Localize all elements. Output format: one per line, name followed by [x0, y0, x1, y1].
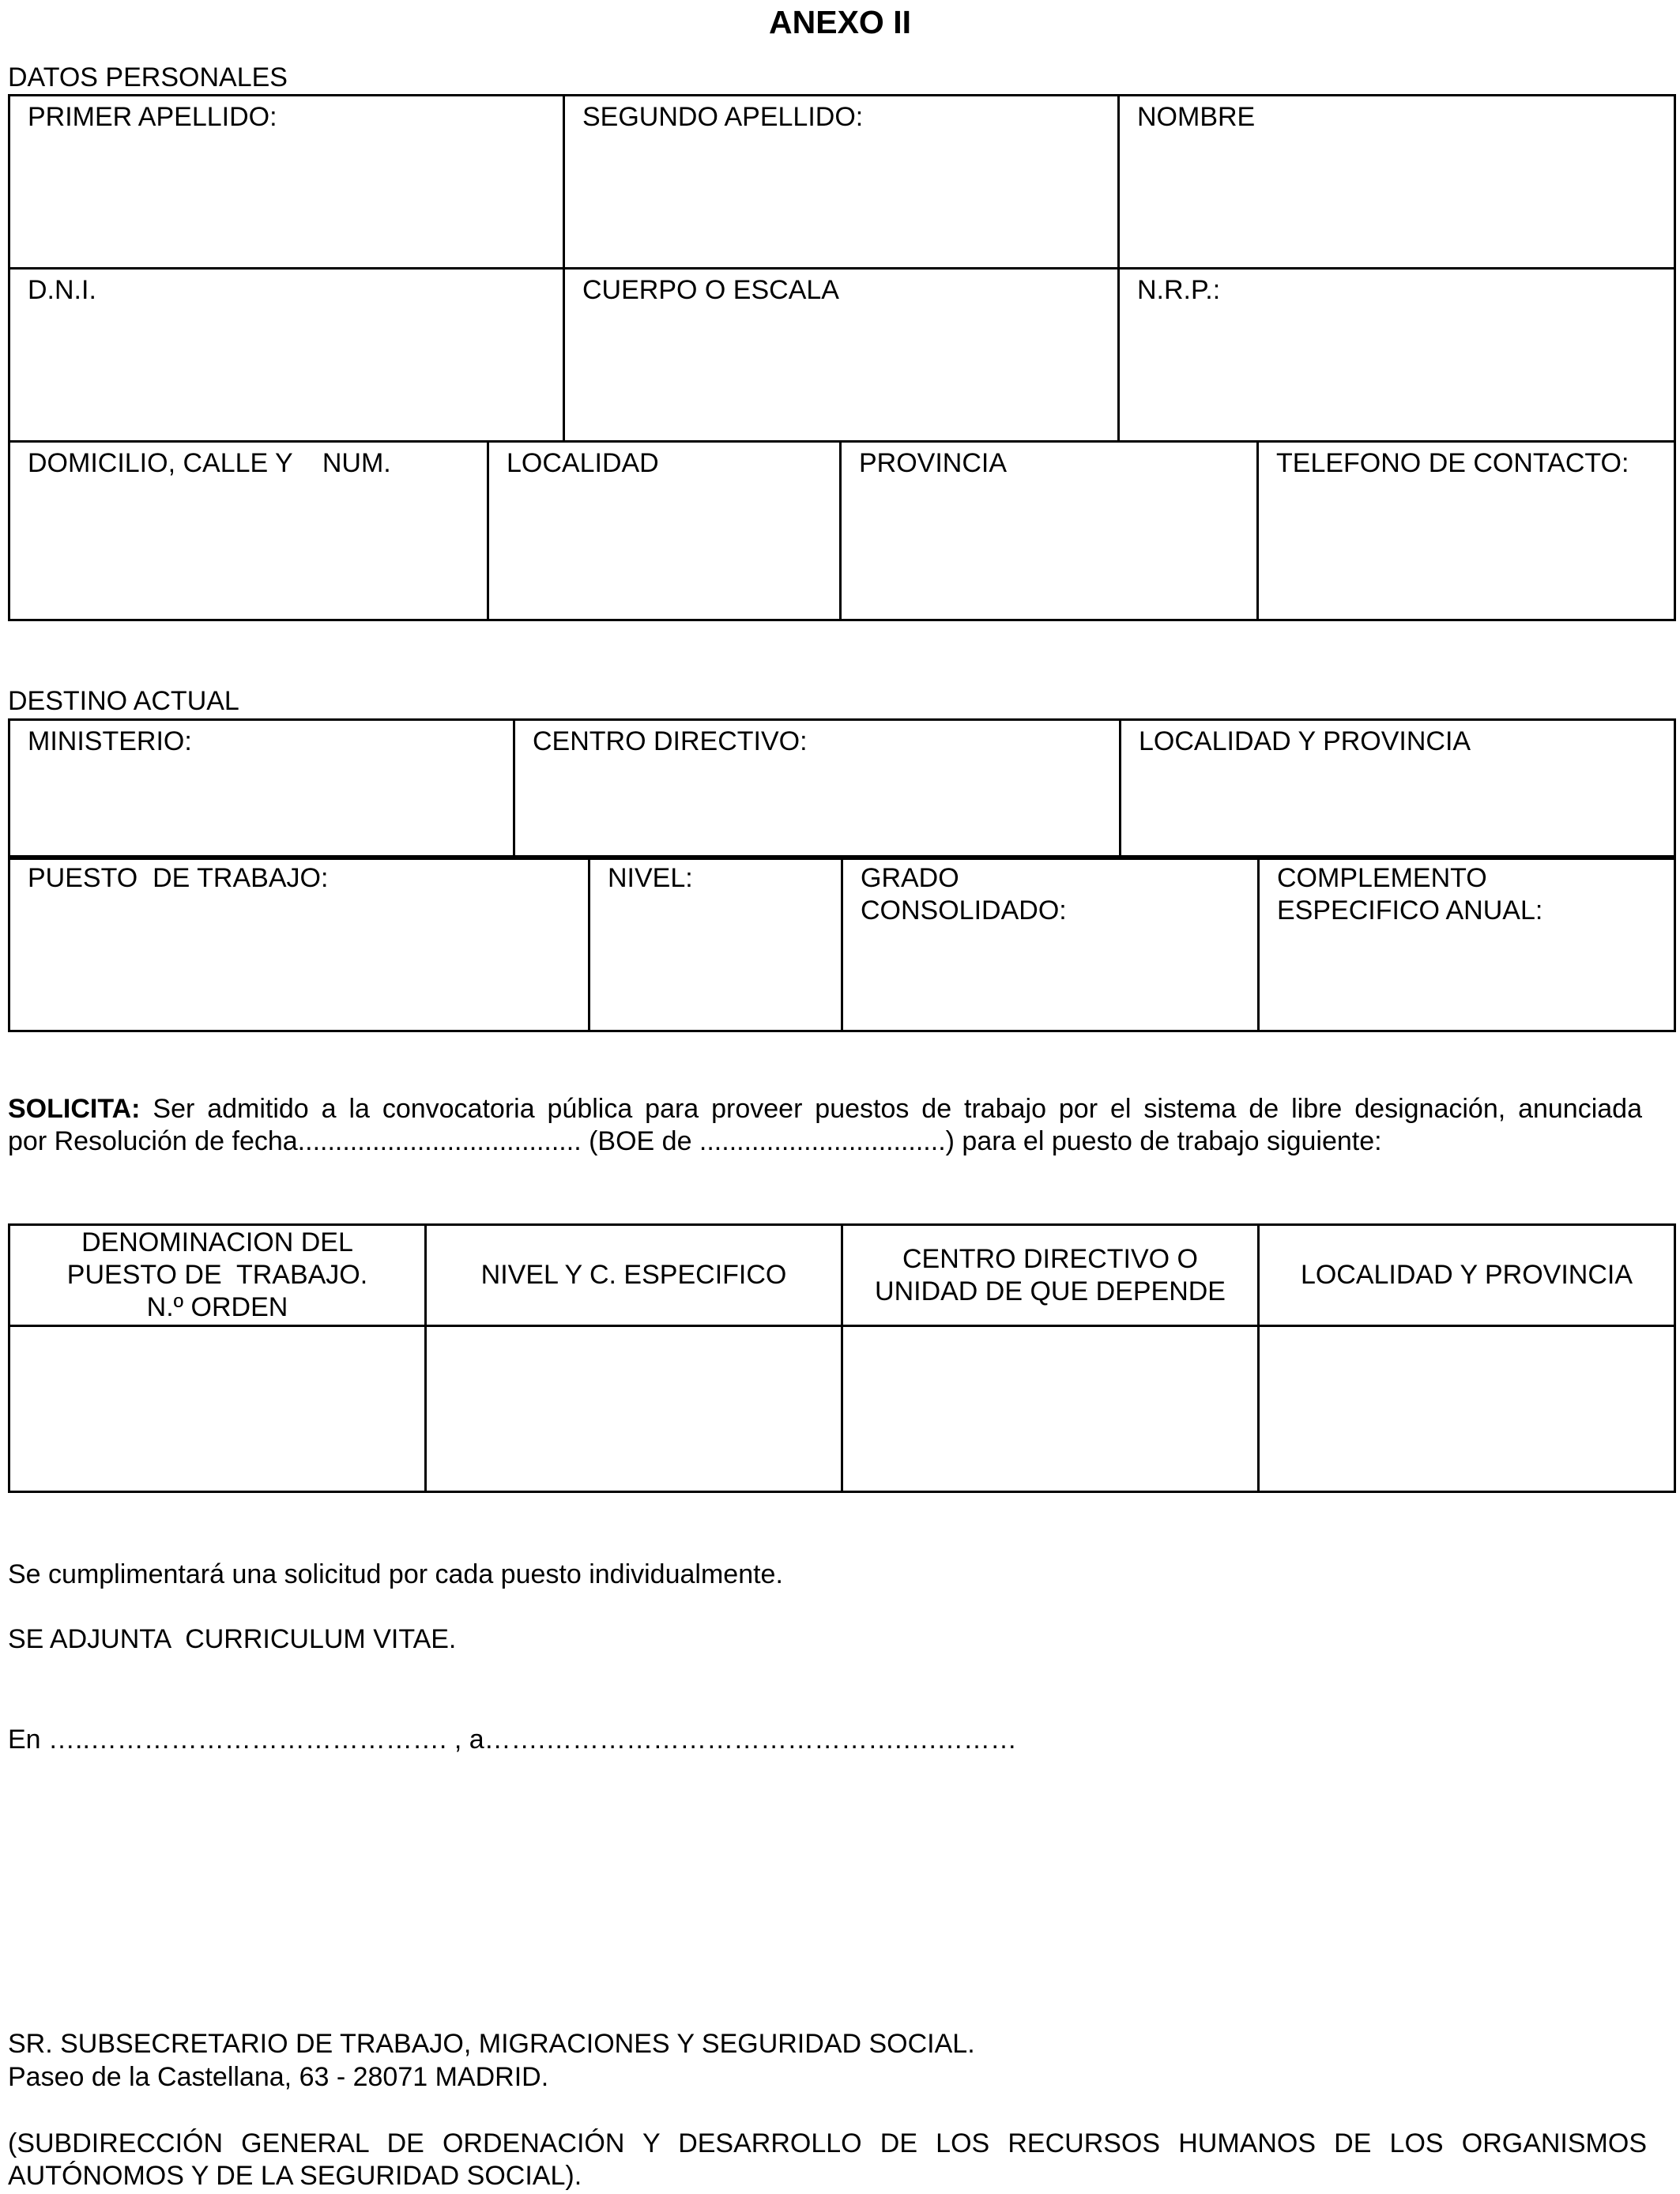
- destino-table-row1: [8, 718, 1676, 860]
- solicita-keyword: SOLICITA:: [8, 1094, 141, 1124]
- header-localidad-provincia-label: LOCALIDAD Y PROVINCIA: [1300, 1260, 1633, 1291]
- section-label-personal: DATOS PERSONALES: [8, 62, 288, 92]
- label-complemento-line1: COMPLEMENTO: [1277, 863, 1487, 893]
- header-denominacion-line2: PUESTO DE TRABAJO.: [66, 1260, 368, 1291]
- header-denominacion-line1: DENOMINACION DEL: [81, 1227, 353, 1258]
- label-provincia: PROVINCIA: [859, 448, 1008, 478]
- label-grado-line2: CONSOLIDADO:: [861, 895, 1067, 925]
- cell-localidad-provincia[interactable]: [1259, 1326, 1675, 1492]
- place-date-line[interactable]: En …..…………………………………. , a…….………………………………….….………: [8, 1725, 1017, 1755]
- field-nivel[interactable]: [590, 857, 842, 1031]
- label-nrp: N.R.P.:: [1137, 275, 1221, 305]
- header-localidad-provincia: [1259, 1225, 1675, 1326]
- personal-table-row3: [8, 440, 1676, 621]
- label-localidad: LOCALIDAD: [507, 448, 659, 478]
- field-domicilio[interactable]: [9, 442, 488, 620]
- cell-nivel-especifico[interactable]: [426, 1326, 842, 1492]
- field-cuerpo[interactable]: [564, 269, 1119, 442]
- header-nivel-especifico: [426, 1225, 842, 1326]
- header-centro-directivo: [842, 1225, 1259, 1326]
- label-segundo-apellido: SEGUNDO APELLIDO:: [582, 102, 864, 132]
- field-nrp[interactable]: [1119, 269, 1675, 442]
- label-cuerpo: CUERPO O ESCALA: [582, 275, 839, 305]
- label-centro-directivo: CENTRO DIRECTIVO:: [533, 726, 808, 756]
- solicita-text-line2: por Resolución de fecha...................................... (BOE de .................................) para el puesto de trabajo siguiente:: [8, 1126, 1382, 1156]
- destino-table-row2: [8, 855, 1676, 1032]
- header-denominacion-line3: N.º ORDEN: [146, 1291, 288, 1322]
- header-denominacion: [9, 1225, 426, 1326]
- note-solicitud: Se cumplimentará una solicitud por cada puesto individualmente.: [8, 1559, 783, 1589]
- solicita-line1: [8, 1093, 1642, 1125]
- field-localidad-provincia[interactable]: [1121, 720, 1675, 859]
- field-dni[interactable]: [9, 269, 564, 442]
- label-nombre: NOMBRE: [1137, 102, 1256, 132]
- field-centro-directivo[interactable]: [514, 720, 1121, 859]
- puesto-table-header: [9, 1225, 1675, 1326]
- label-telefono: TELEFONO DE CONTACTO:: [1276, 448, 1629, 478]
- header-nivel-especifico-label: NIVEL Y C. ESPECIFICO: [480, 1260, 787, 1291]
- label-primer-apellido: PRIMER APELLIDO:: [28, 102, 277, 132]
- label-grado-line1: GRADO: [861, 863, 959, 893]
- field-nombre[interactable]: [1119, 96, 1675, 269]
- field-ministerio[interactable]: [9, 720, 514, 859]
- personal-table-row12: [8, 94, 1676, 443]
- puesto-table: [8, 1223, 1676, 1493]
- table-row: [9, 1326, 1675, 1492]
- label-ministerio: MINISTERIO:: [28, 726, 192, 756]
- label-localidad-provincia: LOCALIDAD Y PROVINCIA: [1139, 726, 1471, 756]
- label-complemento-line2: ESPECIFICO ANUAL:: [1277, 895, 1543, 925]
- field-provincia[interactable]: [841, 442, 1258, 620]
- subdireccion-line2: AUTÓNOMOS Y DE LA SEGURIDAD SOCIAL).: [8, 2161, 582, 2191]
- page-title: ANEXO II: [769, 4, 911, 40]
- label-domicilio: DOMICILIO, CALLE Y NUM.: [28, 448, 391, 478]
- cell-denominacion[interactable]: [9, 1326, 426, 1492]
- label-puesto-trabajo: PUESTO DE TRABAJO:: [28, 863, 329, 893]
- field-telefono[interactable]: [1258, 442, 1675, 620]
- field-complemento-especifico[interactable]: [1259, 857, 1675, 1031]
- cell-centro-directivo[interactable]: [842, 1326, 1259, 1492]
- field-localidad[interactable]: [488, 442, 841, 620]
- field-segundo-apellido[interactable]: [564, 96, 1119, 269]
- subdireccion-line1: (SUBDIRECCIÓN GENERAL DE ORDENACIÓN Y DESARROLLO DE LOS RECURSOS HUMANOS DE LOS ORGANISMOS: [8, 2128, 1647, 2158]
- field-grado-consolidado[interactable]: [842, 857, 1259, 1031]
- addressee: SR. SUBSECRETARIO DE TRABAJO, MIGRACIONES Y SEGURIDAD SOCIAL.: [8, 2029, 975, 2059]
- section-label-destino: DESTINO ACTUAL: [8, 686, 239, 716]
- solicita-text-line1: Ser admitido a la convocatoria pública para proveer puestos de trabajo por el sistema de libre designación, anunciada: [153, 1094, 1642, 1124]
- label-dni: D.N.I.: [28, 275, 96, 305]
- field-puesto-trabajo[interactable]: [9, 857, 590, 1031]
- header-centro-line1: CENTRO DIRECTIVO O: [902, 1243, 1199, 1274]
- field-primer-apellido[interactable]: [9, 96, 564, 269]
- note-curriculum: SE ADJUNTA CURRICULUM VITAE.: [8, 1624, 457, 1654]
- header-centro-line2: UNIDAD DE QUE DEPENDE: [875, 1276, 1226, 1306]
- address: Paseo de la Castellana, 63 - 28071 MADRID.: [8, 2062, 549, 2092]
- label-nivel: NIVEL:: [608, 863, 693, 893]
